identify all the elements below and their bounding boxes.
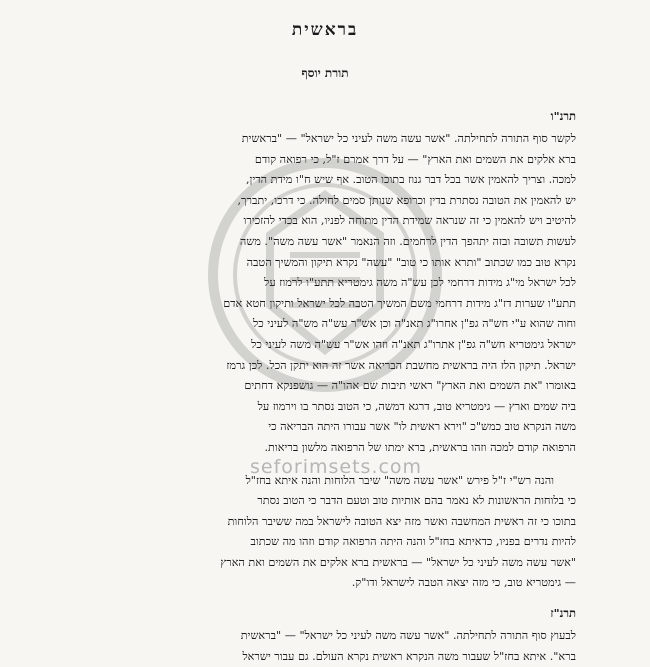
text-line: ישראל. תיקון הלז היה בראשית מחשבת הבריאה אשר זה הוא יתקן הכל. לכן גרמז — [226, 358, 576, 372]
text-line: הרפואה קודם למכה וזהו בראשית, ברא ימתו של הרפואה מלשון בריאות. — [264, 440, 576, 454]
text-line: וחוה שהוא ע"י חש"ה גפ"ן אחרו"ג תאנ"ה וכן אש"ר עש"ה מש"ה לעיני כל — [253, 317, 576, 331]
text-line: ביה שמים וארץ — גימטריא טוב, דרגא דמשה, כי הטוב נסתר בו וירמוז על — [257, 399, 576, 413]
section-label: תרנ"ז — [550, 606, 576, 621]
text-line: והנה רש"י ז"ל פירש "אשר עשה משה" שיבר הלוחות והנה איתא בחז"ל — [245, 473, 554, 487]
text-line: לכל ישראל מי"ג מידות דרחמי לכן עש"ה משה גימטריא תתע"ו לרמוז על — [264, 276, 576, 290]
watermark-url: seforimsets.com — [250, 456, 423, 478]
text-line: להיטיב ויש להאמין כי זה שנראה שמידת הדין מתוחה לפניו, הוא בכדי להזכירו — [243, 214, 576, 228]
text-line: לקשר סוף התורה לתחילתה. "אשר עשה משה לעיני כל ישראל" — "בראשית — [241, 132, 576, 145]
text-line: לבעוץ סוף התורה לתחילתה. "אשר עשה משה לעיני כל ישראל" — "בראשית — [240, 629, 576, 643]
text-line: נקרא טוב כמו שכתוב "ותרא אותו כי טוב" "עשה" נקרא תיקון והמשיך הטבה — [246, 255, 576, 269]
text-line: משה הנקרא טוב כמש"כ "וירא ראשית לו" אשר עבורו היתה הבריאה כי — [268, 420, 576, 434]
paragraph-1 — [74, 129, 576, 459]
text-line: תתע"ו שערות דז"ג מידות דרחמי משם המשיך הטבה לכל ישראל ותיקון חטא אדם — [223, 296, 576, 310]
section-label: תרנ"ו — [550, 109, 576, 123]
paragraph-2 — [74, 471, 576, 595]
section-1 — [74, 109, 576, 594]
text-line: ישראל גימטריא חש"ה גפ"ן אתרו"ג תאנ"ה וזהו אש"ר עש"ה משה לעיני כל — [251, 337, 576, 351]
text-line: באומרו "את השמים ואת הארץ" ראשי תיבות שם אהו"ה — גושפנקא דחתים — [244, 379, 576, 393]
text-line: "אשר עשה משה לעיני כל ישראל" — בראשית ברא אלקים את השמים ואת הארץ — [220, 555, 576, 569]
running-head: בראשית — [291, 20, 359, 40]
subtitle: תורת יוסף — [301, 66, 349, 80]
section-2 — [74, 606, 576, 667]
text-line: ברא אלקים את השמים ואת הארץ" — על דרך אמרם ז"ל, כי רפואה קודם — [254, 152, 576, 166]
paragraph-3 — [74, 626, 576, 667]
text-line: בתוכו כי זה ראשית המחשבה ואשר מזה יצא הטובה לישראל במה ששיבר הלוחות — [227, 514, 576, 528]
text-line: למכה. וצריך להאמין אשר בכל דבר גנוז בתוכו הטוב. אף שיש ח"ו מידת הדין, — [245, 173, 576, 187]
text-line: כי בלוחות הראשונות לא נאמר בהם אותיות טוב וטעם הדבר כי הטוב נסתר — [257, 494, 576, 508]
text-line: ברא". איתא בחז"ל שעבור משה הנקרא ראשית נקרא העולם. גם עבור ישראל — [242, 649, 576, 663]
text-line: לעשות תשובה ובזה יתהפך הדין לרחמים. וזה הנאמר "אשר עשה משה". משה — [239, 234, 576, 248]
text-line: — גימטריא טוב, כי מזה יצאה הטבה לישראל ודו"ק. — [351, 576, 576, 590]
text-line: להיות נדרים בפניו, כדאיתא בחז"ל והנה היתה הרפואה קודם וזהו מה שכתוב — [250, 535, 576, 549]
text-line: יש להאמין את הטובה נסתרת בדין וכרופא שנותן סמים לחולה. כי דרכו, יתברך, — [237, 193, 576, 207]
